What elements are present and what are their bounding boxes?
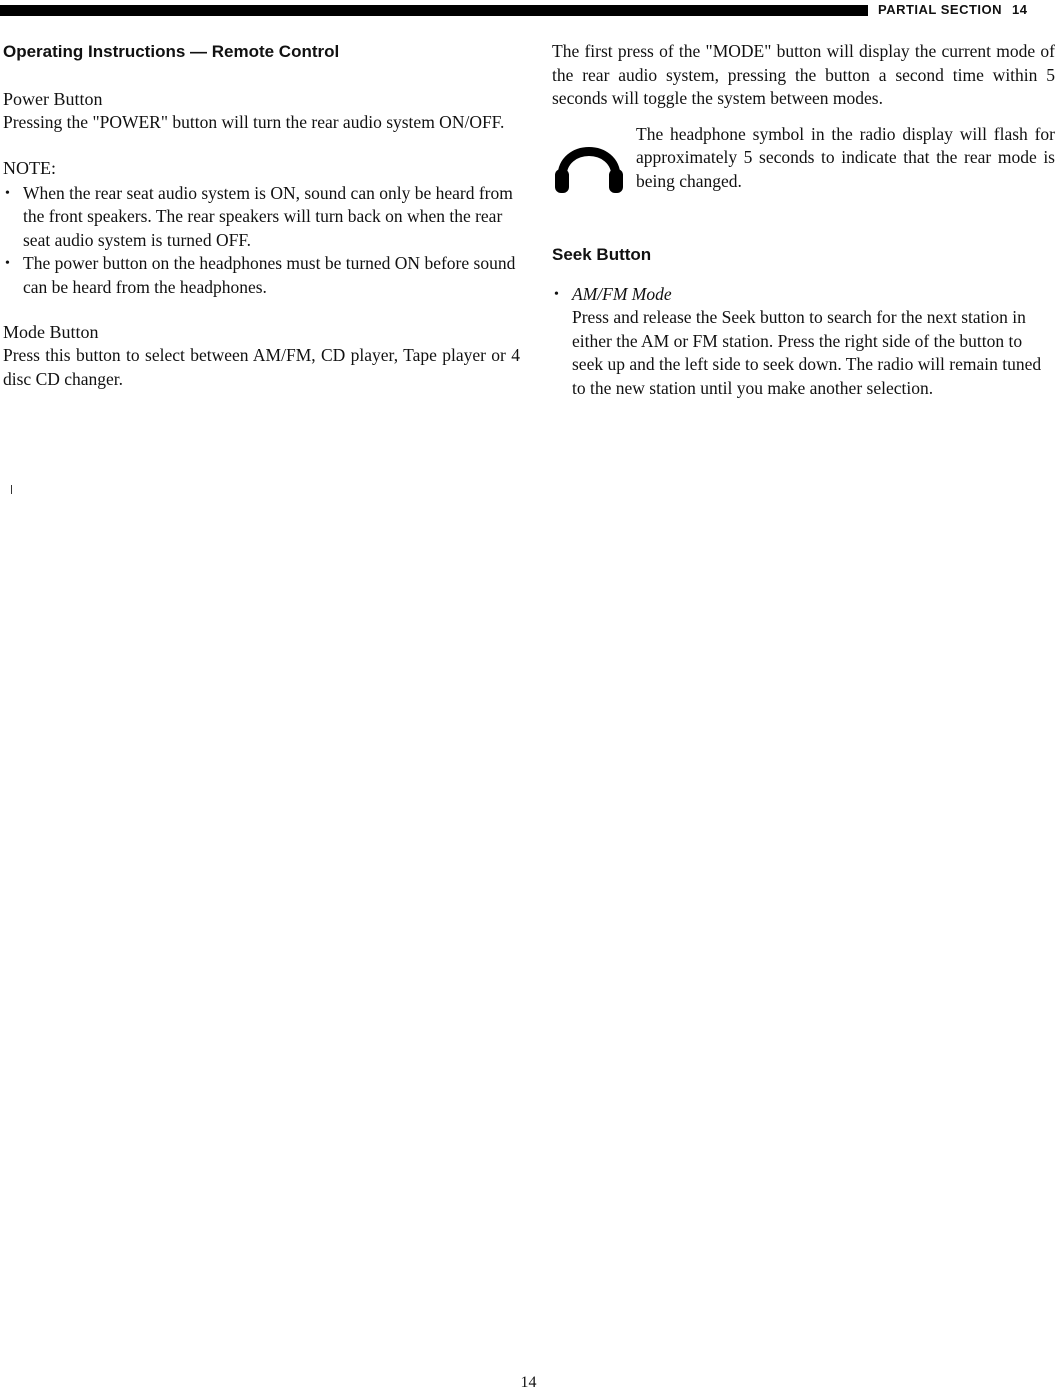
power-button-text: Pressing the "POWER" button will turn the rear audio system ON/OFF. xyxy=(3,112,505,132)
right-column xyxy=(552,40,1055,400)
header-bar xyxy=(0,5,868,16)
page-title: Operating Instructions — Remote Control xyxy=(3,42,340,61)
seek-button-heading: Seek Button xyxy=(552,244,652,264)
mode-press-text: The first press of the "MODE" button will display the current mode of the rear audio system, pressing the button a second time within 5 seconds will toggle the system between modes. xyxy=(552,41,1055,108)
margin-mark xyxy=(11,485,12,494)
list-item: • The power button on the headphones must be turned ON before sound can be heard from the headphones. xyxy=(3,252,520,299)
page-number: 14 xyxy=(520,1374,537,1391)
mode-button-text: Press this button to select between AM/FM, CD player, Tape player or 4 disc CD changer. xyxy=(3,345,520,389)
power-button-section xyxy=(3,88,520,135)
mode-button-heading: Mode Button xyxy=(3,322,99,342)
list-item: • When the rear seat audio system is ON, sound can only be heard from the front speakers. The rear speakers will turn back on when the rear seat audio system is turned OFF. xyxy=(3,182,520,253)
note-section xyxy=(3,157,520,300)
headphone-note xyxy=(552,123,1055,195)
headphones-icon xyxy=(554,133,624,195)
note-label: NOTE: xyxy=(3,157,56,178)
am-fm-mode-label: AM/FM Mode xyxy=(572,283,672,304)
seek-list xyxy=(552,283,1055,307)
note-list xyxy=(3,182,520,300)
section-label: PARTIAL SECTION xyxy=(878,2,1003,17)
headphone-note-text: The headphone symbol in the radio display will flash for approximately 5 seconds to indicate that the rear mode is being changed. xyxy=(636,123,1055,191)
mode-button-section xyxy=(3,321,520,391)
power-button-heading: Power Button xyxy=(3,89,103,109)
header-page-number: 14 xyxy=(1012,2,1028,17)
list-item xyxy=(552,283,1055,307)
left-column xyxy=(3,40,520,413)
running-header xyxy=(878,2,1028,20)
seek-button-text: Press and release the Seek button to search for the next station in either the AM or FM station. Press the right side of the button to seek up and the left side to seek down. The radio will remain tuned to the new station until you make another selection. xyxy=(572,307,1042,398)
